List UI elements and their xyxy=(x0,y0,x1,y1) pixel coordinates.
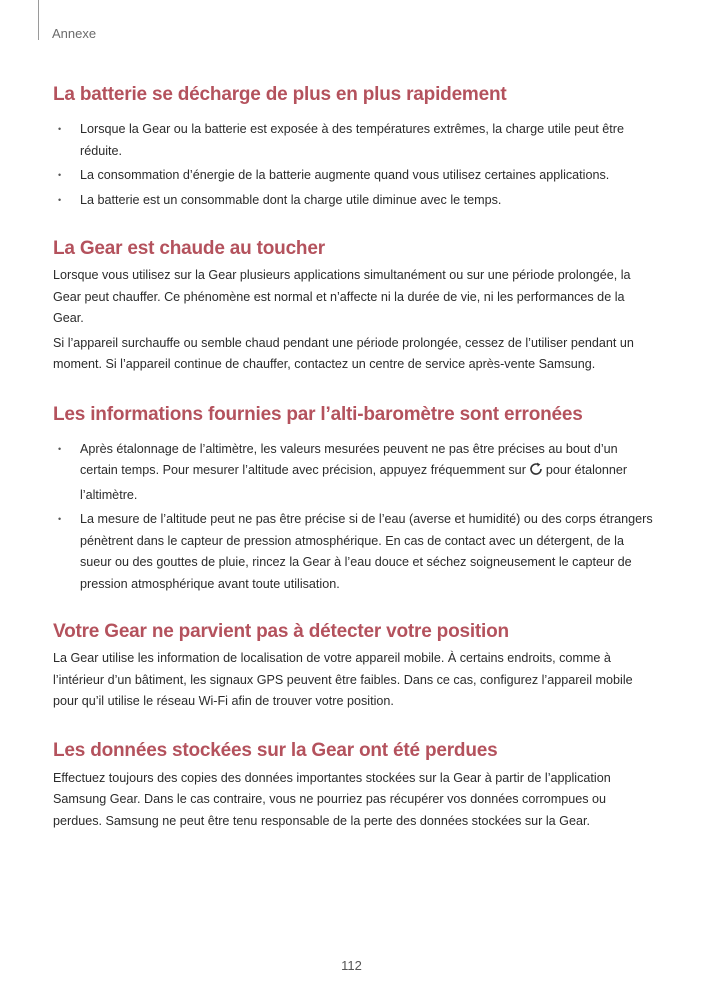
list-item: • La mesure de l’altitude peut ne pas être précise si de l’eau (averse et humidité) ou des corps étrangers pénètrent dans le capteur de pression atmosphérique. En cas de contact avec un détergent, de la sueur ou des gouttes de pluie, rincez la Gear à l’eau douce et séchez soigneusement le capteur de pression atmosphérique avant toute utilisation. xyxy=(53,509,653,595)
section-title: La Gear est chaude au toucher xyxy=(53,238,325,259)
section-battery xyxy=(53,84,653,211)
section-data-loss xyxy=(53,740,653,833)
page-content xyxy=(53,84,653,832)
bullet-text: pour étalonner l’altimètre. xyxy=(80,463,628,502)
section-title: Les données stockées sur la Gear ont été perdues xyxy=(53,739,498,761)
list-item: • La batterie est un consommable dont la charge utile diminue avec le temps. xyxy=(53,190,653,212)
section-heat xyxy=(53,238,653,376)
paragraph: Effectuez toujours des copies des données importantes stockées sur la Gear à partir de l’application Samsung Gear. Dans le cas contraire, vous ne pourriez pas récupérer vos données corrompues ou perdues. Samsung ne peut être tenu responsable de la perte des données stockées sur la Gear. xyxy=(53,770,611,828)
section-location xyxy=(53,621,653,713)
header-rule xyxy=(38,0,39,40)
chapter-label: Annexe xyxy=(52,26,97,41)
paragraph: Lorsque vous utilisez sur la Gear plusieurs applications simultanément ou sur une période prolongée, la Gear peut chauffer. Ce phénomène est normal et n’affecte ni la durée de vie, ni les performances de la Gear. xyxy=(53,268,631,325)
page-number: 112 xyxy=(341,958,362,973)
section-title: Votre Gear ne parvient pas à détecter votre position xyxy=(53,621,509,642)
list-item: • La consommation d’énergie de la batterie augmente quand vous utilisez certaines applications. xyxy=(53,165,653,187)
bullet-list xyxy=(53,119,653,211)
bullet-text: Après étalonnage de l’altimètre, les valeurs mesurées peuvent ne pas être précises au bout d’un certain temps. Pour mesurer l’altitude avec précision, appuyez fréquemment sur xyxy=(80,441,618,477)
section-title: Les informations fournies par l’alti-baromètre sont erronées xyxy=(53,403,583,425)
bullet-list xyxy=(53,439,653,596)
list-item: • Lorsque la Gear ou la batterie est exposée à des températures extrêmes, la charge utile peut être réduite. xyxy=(53,119,653,162)
refresh-icon xyxy=(528,461,544,485)
list-item xyxy=(53,439,653,507)
section-altimeter xyxy=(53,404,653,596)
section-title: La batterie se décharge de plus en plus rapidement xyxy=(53,84,507,105)
paragraph: La Gear utilise les information de localisation de votre appareil mobile. À certains endroits, comme à l’intérieur d’un bâtiment, les signaux GPS peuvent être faibles. Dans ce cas, configurez l’appareil mobile pour qu’il utilise le réseau Wi-Fi afin de trouver votre position. xyxy=(53,651,633,708)
paragraph: Si l’appareil surchauffe ou semble chaud pendant une période prolongée, cessez de l’utiliser pendant un moment. Si l’appareil continue de chauffer, contactez un centre de service après-vente Samsung. xyxy=(53,335,634,371)
